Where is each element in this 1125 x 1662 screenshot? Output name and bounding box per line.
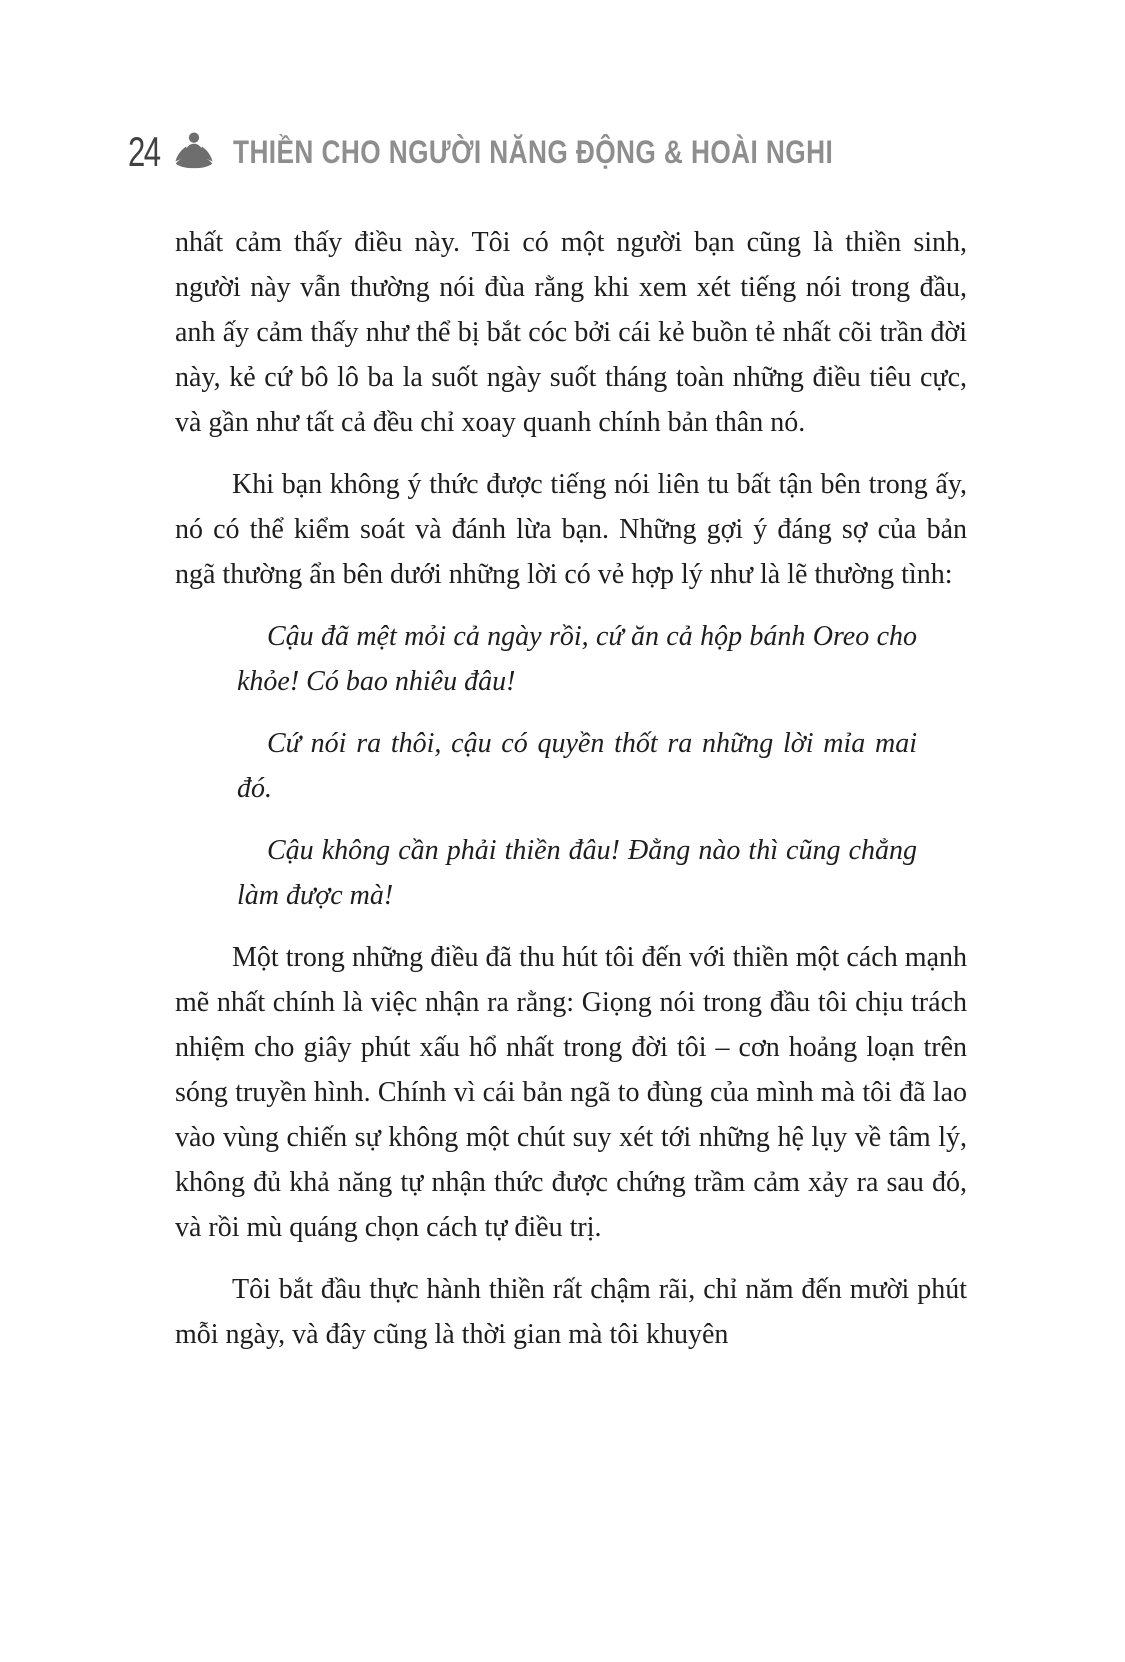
page-body [175, 220, 967, 1374]
paragraph: Tôi bắt đầu thực hành thiền rất chậm rãi, chỉ năm đến mười phút mỗi ngày, và đây cũng là thời gian mà tôi khuyên [175, 1274, 967, 1350]
paragraph: Khi bạn không ý thức được tiếng nói liên tu bất tận bên trong ấy, nó có thể kiểm soát và đánh lừa bạn. Những gợi ý đáng sợ của bản ngã thường ẩn bên dưới những lời có vẻ hợp lý như là lẽ thường tình: [175, 469, 967, 590]
paragraph-continued: nhất cảm thấy điều này. Tôi có một người bạn cũng là thiền sinh, người này vẫn thường nói đùa rằng khi xem xét tiếng nói trong đầu, anh ấy cảm thấy như thể bị bắt cóc bởi cái kẻ buồn tẻ nhất cõi trần đời này, kẻ cứ bô lô ba la suốt ngày suốt tháng toàn những điều tiêu cực, và gần như tất cả đều chỉ xoay quanh chính bản thân nó. [175, 227, 967, 438]
paragraph: Một trong những điều đã thu hút tôi đến với thiền một cách mạnh mẽ nhất chính là việc nhận ra rằng: Giọng nói trong đầu tôi chịu trách nhiệm cho giây phút xấu hổ nhất trong đời tôi – cơn hoảng loạn trên sóng truyền hình. Chính vì cái bản ngã to đùng của mình mà tôi đã lao vào vùng chiến sự không một chút suy xét tới những hệ lụy về tâm lý, không đủ khả năng tự nhận thức được chứng trầm cảm xảy ra sau đó, và rồi mù quáng chọn cách tự điều trị. [175, 942, 967, 1243]
inner-voice-quote: Cứ nói ra thôi, cậu có quyền thốt ra những lời mỉa mai đó. [237, 728, 917, 804]
inner-voice-quote: Cậu không cần phải thiền đâu! Đằng nào thì cũng chẳng làm được mà! [237, 835, 917, 911]
running-title: THIỀN CHO NGƯỜI NĂNG ĐỘNG & HOÀI NGHI [232, 134, 833, 170]
inner-voice-quote: Cậu đã mệt mỏi cả ngày rồi, cứ ăn cả hộp bánh Oreo cho khỏe! Có bao nhiêu đâu! [237, 621, 917, 697]
meditation-icon [171, 130, 217, 174]
page-number: 24 [128, 128, 160, 175]
running-header [128, 126, 965, 178]
